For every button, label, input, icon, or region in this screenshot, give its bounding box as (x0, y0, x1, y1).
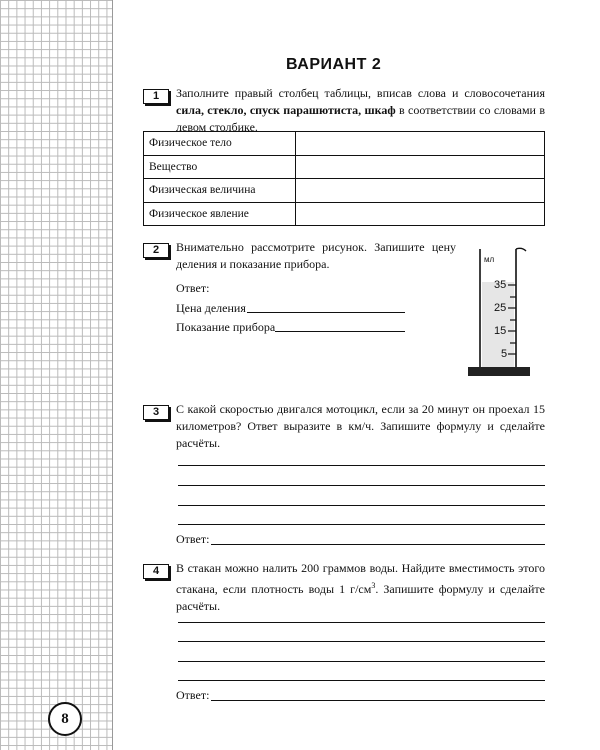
answer-label: Ответ: (176, 688, 210, 702)
answer-cell[interactable] (296, 202, 545, 226)
solution-line[interactable] (178, 485, 545, 486)
cylinder-unit: мл (484, 255, 495, 264)
answer-cell[interactable] (296, 179, 545, 203)
row-label: Физическое явление (144, 202, 296, 226)
answer-line[interactable] (211, 544, 545, 545)
question-number-4: 4 (143, 564, 169, 579)
solution-line[interactable] (178, 622, 545, 623)
reading-answer-line[interactable] (275, 331, 405, 332)
reading-label: Показание прибора (176, 320, 276, 334)
question-1-text: Заполните правый столбец таблицы, вписав слова и словосочетания сила, стекло, спуск парашютиста, шкаф в соответствии со словами в левом столбике. (176, 86, 545, 134)
answer-cell[interactable] (296, 132, 545, 156)
row-label: Физическая величина (144, 179, 296, 203)
question-2-text: Внимательно рассмотрите рисунок. Запишите цену деления и показание прибора. (176, 240, 456, 271)
solution-line[interactable] (178, 465, 545, 466)
solution-line[interactable] (178, 524, 545, 525)
price-answer-line[interactable] (247, 312, 405, 313)
answer-label: Ответ: (176, 281, 210, 295)
cylinder-base (468, 367, 530, 376)
row-label: Вещество (144, 155, 296, 179)
solution-line[interactable] (178, 680, 545, 681)
table-row (144, 179, 545, 203)
row-label: Физическое тело (144, 132, 296, 156)
question-number-3: 3 (143, 405, 169, 420)
tick-label: 5 (501, 348, 508, 360)
tick-label: 35 (494, 279, 507, 291)
answer-cell[interactable] (296, 155, 545, 179)
table-row (144, 202, 545, 226)
table-row (144, 155, 545, 179)
tick-label: 15 (494, 325, 507, 337)
answer-table (143, 131, 545, 226)
price-label: Цена деления (176, 301, 246, 315)
question-3-text: С какой скоростью двигался мотоцикл, если за 20 минут он проехал 15 километров? Ответ выразите в км/ч. Запишите формулу и сделайте расчёты. (176, 402, 545, 450)
margin-edge (112, 0, 113, 750)
solution-line[interactable] (178, 505, 545, 506)
answer-line[interactable] (211, 700, 545, 701)
tick-label: 25 (494, 302, 507, 314)
question-4-text: В стакан можно налить 200 граммов воды. Найдите вместимость этого стакана, если плотность воды 1 $г/см^3$. Запишите формулу и сделайте расчёты. (176, 561, 546, 613)
page-number: 8 (48, 702, 82, 736)
table-row (144, 132, 545, 156)
page-title: ВАРИАНТ 2 (286, 56, 382, 73)
answer-label: Ответ: (176, 532, 210, 546)
question-number-1: 1 (143, 89, 169, 104)
solution-line[interactable] (178, 641, 545, 642)
question-number-2: 2 (143, 243, 169, 258)
solution-line[interactable] (178, 661, 545, 662)
grid-margin (0, 0, 112, 750)
